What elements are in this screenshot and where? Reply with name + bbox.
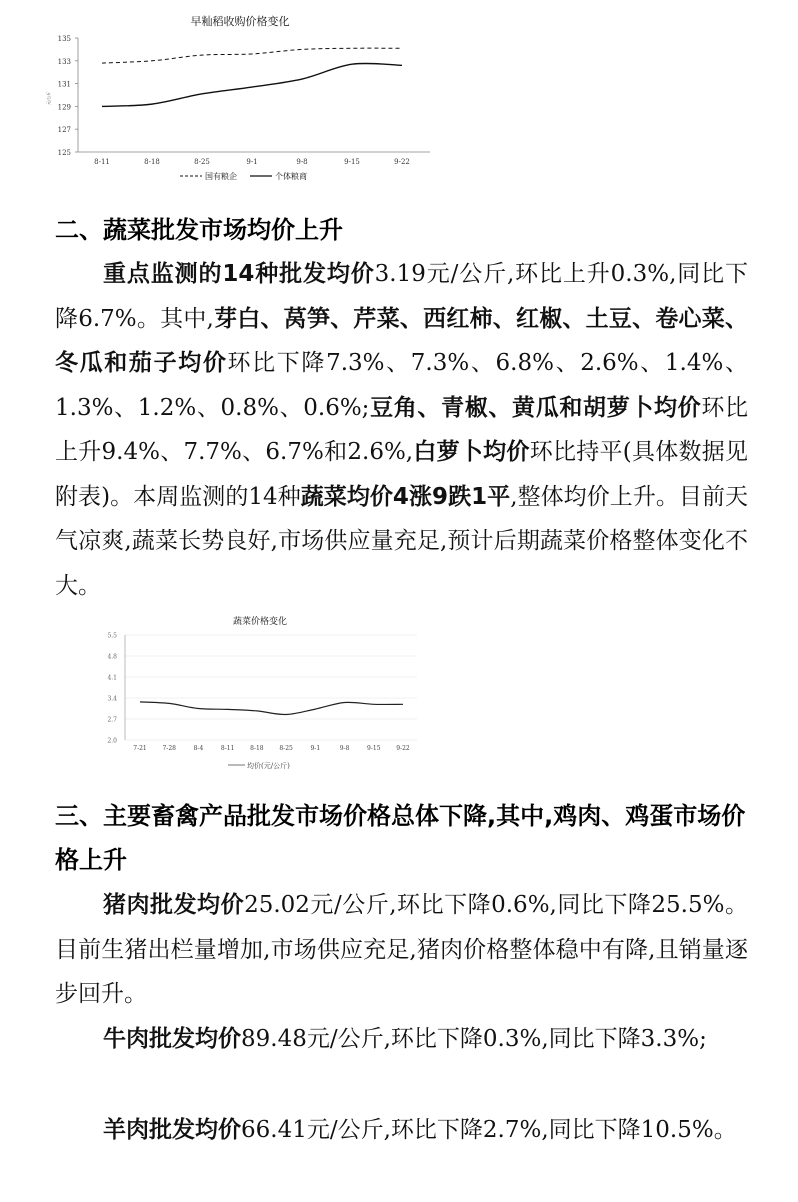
x-tick-label: 9-15 [367,745,381,752]
legend-label-private-trader: 个体粮商 [275,172,307,181]
x-tick-label: 8-11 [220,745,235,752]
bold-run: 芽白、莴笋、芹菜、西红柿、红椒、土豆、卷心菜、冬瓜和茄子均价 [55,305,748,376]
y-tick-label: 2.7 [107,716,117,724]
bold-run: 重点监测的14种批发均价 [103,261,375,287]
y-tick-label: 131 [57,80,71,89]
mutton-paragraph [55,1108,748,1153]
y-tick-label: 2.0 [107,737,117,745]
text-run: 环比持平(具体数据见附表)。本周监测的14种 [55,439,748,510]
x-tick-label: 7-28 [162,745,176,752]
x-tick-label: 8-25 [279,745,293,752]
text-run: ,整体均价上升。目前天气凉爽,蔬菜长势良好,市场供应量充足,预计后期蔬菜价格整体变化不大。 [55,483,749,599]
y-tick-label: 3.4 [107,695,117,703]
x-tick-label: 9-8 [296,158,308,166]
pork-paragraph [55,883,748,1017]
rice-price-chart [40,5,440,190]
beef-paragraph [55,1017,748,1062]
chart-legend [228,761,290,770]
text-run: 环比下降7.3%、7.3%、6.8%、2.6%、1.4%、1.3%、1.2%、0.8%、0.6%; [55,350,748,421]
section2-heading: 二、蔬菜批发市场均价上升 [55,216,343,244]
x-tick-label: 8-18 [144,158,160,166]
y-tick-label: 4.1 [107,674,117,682]
x-tick-label: 9-22 [394,158,410,166]
x-tick-label: 8-4 [193,745,204,752]
y-tick-label: 127 [57,126,71,135]
series-line-state-grain [102,48,402,63]
text-run: 66.41元/公斤,环比下降2.7%,同比下降10.5%。 [241,1117,737,1143]
y-tick-label: 4.8 [107,653,117,661]
chart-title: 蔬菜价格变化 [232,617,288,627]
chart-title: 早籼稻收购价格变化 [190,15,290,28]
x-tick-label: 9-8 [339,745,350,752]
plot-area [58,35,430,166]
series-line-private-trader [102,63,402,106]
chart-legend [180,171,307,181]
bold-run: 牛肉批发均价 [103,1026,241,1052]
x-tick-label: 9-15 [344,158,360,166]
y-tick-label: 5.5 [107,632,117,640]
x-tick-label: 9-22 [396,745,410,752]
text-run: 25.02元/公斤,环比下降0.6%,同比下降25.5%。目前生猪出栏量增加,市场供应充足,猪肉价格整体稳中有降,且销量逐步回升。 [55,892,748,1007]
x-tick-label: 9-1 [310,745,321,752]
y-tick-label: 133 [57,57,71,66]
plot-area [107,633,417,753]
y-tick-label: 135 [57,35,71,43]
text-run: 环比上升9.4%、7.7%、6.7%和2.6%, [55,394,749,465]
bold-run: 蔬菜均价4涨9跌1平 [300,483,511,510]
legend-label-state-grain: 国有粮企 [205,172,237,181]
x-tick-label: 9-1 [246,158,258,166]
x-tick-label: 7-21 [133,745,147,752]
vegetable-price-chart [95,610,435,775]
y-tick-label: 129 [57,103,71,112]
section2-paragraph [55,252,748,608]
bold-run: 猪肉批发均价 [103,892,245,918]
bold-run: 豆角、青椒、黄瓜和胡萝卜均价 [369,394,702,421]
x-tick-label: 8-25 [194,158,210,166]
bold-run: 羊肉批发均价 [103,1117,241,1143]
x-tick-label: 8-18 [250,745,264,752]
text-run: 3.19元/公斤,环比上升0.3%,同比下降6.7%。其中, [55,261,748,332]
y-tick-label: 125 [57,149,71,157]
text-run: 89.48元/公斤,环比下降0.3%,同比下降3.3%; [241,1026,707,1052]
y-axis-label: 元/公斤 [46,91,51,105]
x-tick-label: 8-11 [94,158,110,166]
legend-label-avg-price: 均价(元/公斤) [247,762,290,770]
section3-heading: 三、主要畜禽产品批发市场价格总体下降,其中,鸡肉、鸡蛋市场价格上升 [55,802,746,874]
series-line-avg-price [140,702,403,715]
bold-run: 白萝卜均价 [413,439,530,465]
